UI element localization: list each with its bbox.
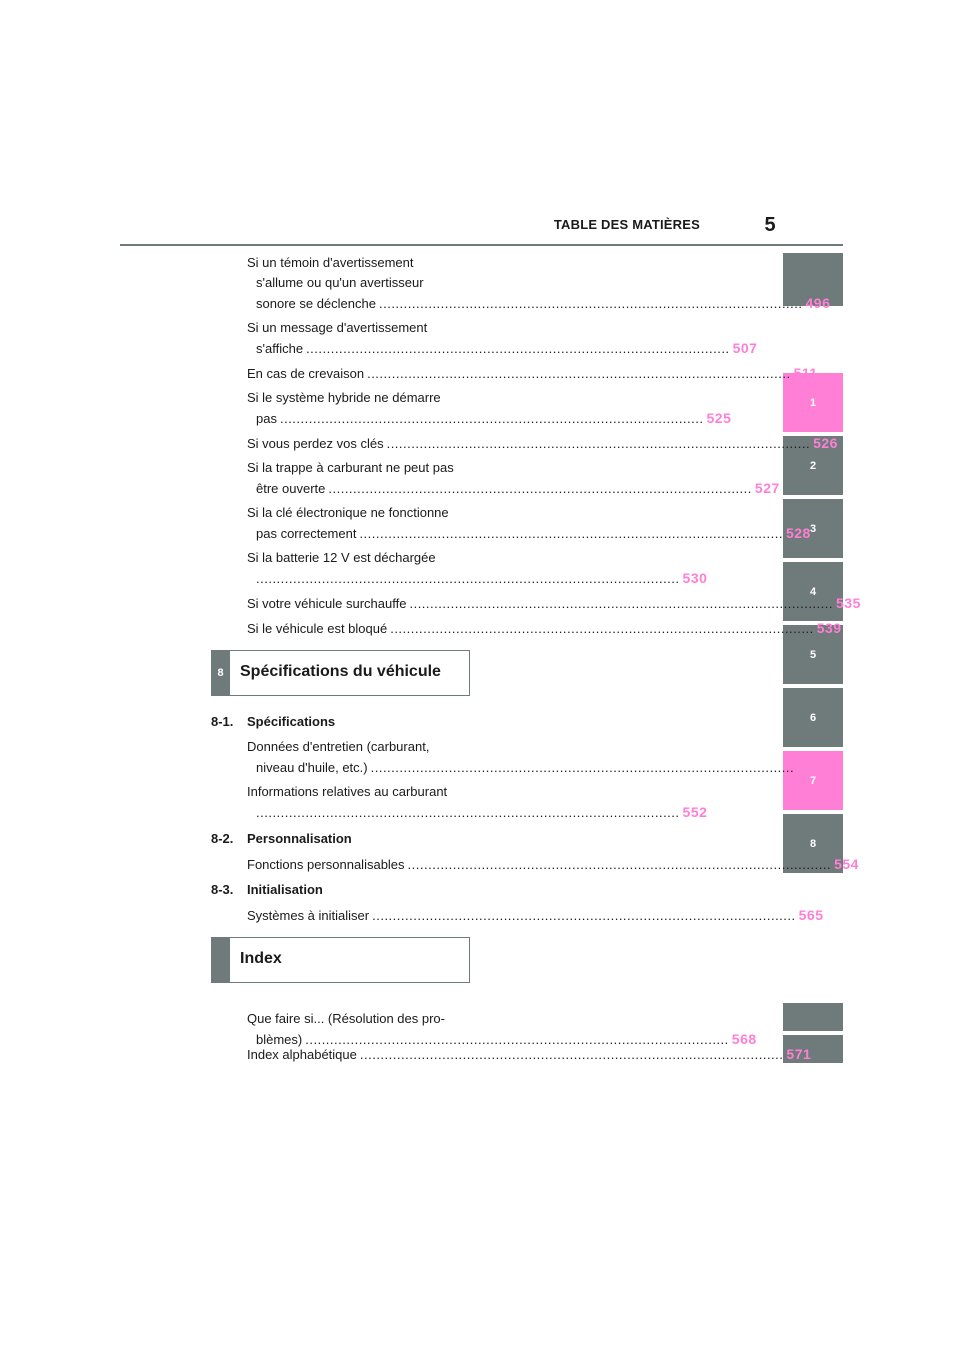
section-tag: 8 — [211, 650, 230, 696]
toc-entry-warning-message[interactable]: Si un message d'avertissement s'affiche..... 507 — [247, 318, 469, 359]
side-tab-2[interactable]: 2 — [783, 436, 843, 495]
subsection-8-3[interactable]: 8-3. Initialisation — [211, 882, 323, 897]
page-ref[interactable]: 527 — [754, 480, 780, 496]
toc-entry-lost-keys[interactable]: Si vous perdez vos clés ..... 526 — [247, 433, 469, 454]
page-ref[interactable]: 528 — [785, 525, 811, 541]
page-ref[interactable]: 565 — [798, 907, 824, 923]
page-ref[interactable]: 496 — [805, 295, 831, 311]
section-title: Spécifications du véhicule — [240, 663, 441, 680]
toc-entry-fuel-info[interactable]: Informations relatives au carburant ..... 552 — [247, 782, 469, 823]
page-ref[interactable]: 511 — [793, 365, 818, 381]
toc-entry-troubleshooting[interactable]: Que faire si... (Résolution des pro- blèmes)..... 568 — [247, 1009, 469, 1050]
side-tab-3[interactable]: 3 — [783, 499, 843, 558]
page-ref[interactable]: 568 — [731, 1031, 757, 1047]
toc-entry-overheat[interactable]: Si votre véhicule surchauffe ..... 535 — [247, 593, 469, 614]
page-number: 5 — [764, 214, 776, 236]
page-ref[interactable]: 507 — [732, 340, 758, 356]
page-ref[interactable]: 542 — [797, 759, 822, 775]
header-title: TABLE DES MATIÈRES — [553, 217, 700, 232]
toc-entry-smart-key[interactable]: Si la clé électronique ne fonctionne pas correctement..... 528 — [247, 503, 469, 544]
toc-entry-vehicle-stuck[interactable]: Si le véhicule est bloqué ..... 539 — [247, 618, 469, 639]
page-ref[interactable]: 554 — [834, 856, 859, 872]
subsection-8-2[interactable]: 8-2. Personnalisation — [211, 831, 352, 846]
toc-entry-alphabetical-index[interactable]: Index alphabétique ..... 571 — [247, 1044, 469, 1065]
toc-entry-flat-tire[interactable]: En cas de crevaison ..... 511 — [247, 363, 469, 384]
section-tag — [211, 937, 230, 983]
page-ref[interactable]: 535 — [836, 595, 861, 611]
header-rule — [120, 244, 843, 246]
side-tab-5[interactable]: 5 — [783, 625, 843, 684]
toc-entry-warning-light[interactable]: Si un témoin d'avertissement s'allume ou qu'un avertisseur sonore se déclenche..... 496 — [247, 253, 469, 314]
toc-entry-maintenance-data[interactable]: Données d'entretien (carburant, niveau d'huile, etc.)..... 542 — [247, 737, 469, 778]
section-heading-index — [211, 937, 470, 983]
subsection-8-1[interactable]: 8-1. Spécifications — [211, 714, 336, 729]
toc-entry-hybrid-wont-start[interactable]: Si le système hybride ne démarre pas..... 525 — [247, 388, 469, 429]
page-ref[interactable]: 530 — [682, 570, 708, 586]
toc-entry-battery[interactable]: Si la batterie 12 V est déchargée ..... 530 — [247, 548, 469, 589]
side-tab-blank-1[interactable] — [783, 1003, 843, 1031]
page-ref[interactable]: 571 — [786, 1046, 812, 1062]
toc-entry-initialize-systems[interactable]: Systèmes à initialiser ..... 565 — [247, 905, 469, 926]
side-tab-4[interactable]: 4 — [783, 562, 843, 621]
side-tab-7[interactable]: 7 — [783, 751, 843, 810]
page-ref[interactable]: 552 — [682, 804, 708, 820]
toc-entry-fuel-door[interactable]: Si la trappe à carburant ne peut pas être ouverte..... 527 — [247, 458, 469, 499]
side-tab-1[interactable]: 1 — [783, 373, 843, 432]
toc-entry-custom-features[interactable]: Fonctions personnalisables ..... 554 — [247, 854, 469, 875]
side-tab-8[interactable]: 8 — [783, 814, 843, 873]
side-tab-6[interactable]: 6 — [783, 688, 843, 747]
section-heading-specifications — [211, 650, 470, 696]
page-ref[interactable]: 526 — [813, 435, 838, 451]
page-ref[interactable]: 539 — [816, 620, 842, 636]
page-ref[interactable]: 525 — [706, 410, 732, 426]
section-title: Index — [240, 950, 282, 967]
